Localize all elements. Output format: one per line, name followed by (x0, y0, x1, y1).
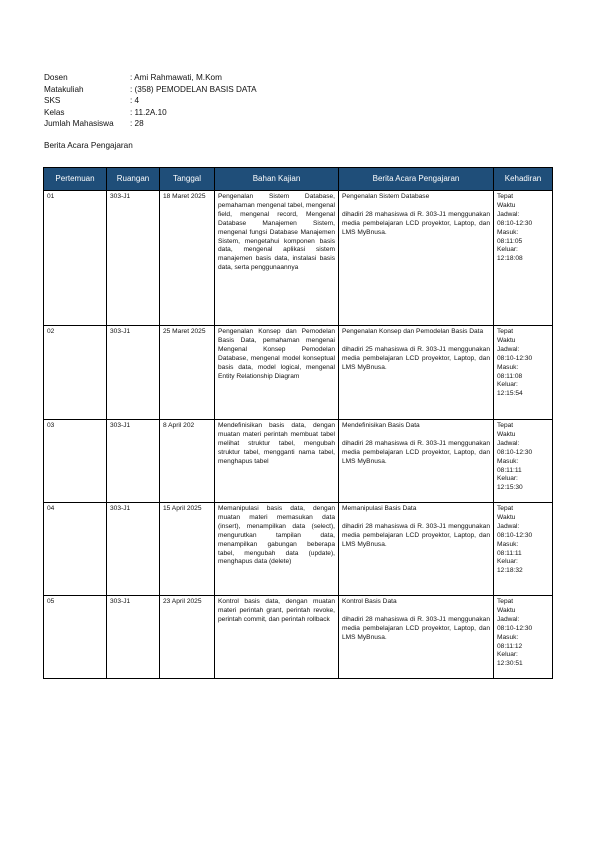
cell-kehadiran (494, 503, 553, 596)
berita-body: dihadiri 28 mahasiswa di R. 303-J1 menggunakan media pembelajaran LCD proyektor, Laptop, dan LMS MyBnusa. (342, 210, 490, 236)
info-value: : Ami Rahmawati, M.Kom (130, 73, 222, 82)
cell-pertemuan: 04 (44, 503, 107, 596)
cell-kehadiran (494, 326, 553, 420)
kehadiran-line: Jadwal: (497, 345, 520, 353)
info-label: Kelas (44, 107, 65, 117)
kehadiran-line: 08:11:08 (497, 372, 523, 380)
cell-kehadiran (494, 596, 553, 679)
cell-pertemuan: 01 (44, 191, 107, 326)
berita-title: Kontrol Basis Data (342, 598, 397, 605)
info-row-dosen (44, 72, 257, 84)
kehadiran-line: Jadwal: (497, 210, 520, 218)
kehadiran-line: 08:10-12:30 (497, 219, 533, 227)
kehadiran-line: 08:11:05 (497, 237, 523, 245)
kehadiran-line: Masuk: (497, 228, 519, 236)
info-label: Dosen (44, 73, 68, 82)
cell-berita-acara (339, 503, 494, 596)
cell-ruangan: 303-J1 (107, 503, 160, 596)
info-label: Matakuliah (44, 84, 84, 94)
cell-ruangan: 303-J1 (107, 596, 160, 679)
kehadiran-line: Keluar: (497, 651, 518, 659)
info-value: : 11.2A.10 (130, 107, 167, 117)
course-info (44, 72, 257, 130)
kehadiran-line: Masuk: (497, 363, 519, 371)
info-label: SKS (44, 96, 61, 106)
table-row (44, 503, 553, 596)
column-header-tanggal: Tanggal (160, 168, 215, 191)
cell-berita-acara (339, 596, 494, 679)
kehadiran-line: 08:10-12:30 (497, 624, 533, 632)
cell-ruangan: 303-J1 (107, 326, 160, 420)
berita-body: dihadiri 25 mahasiswa di R. 303-J1 menggunakan media pembelajaran LCD proyektor, Laptop, dan LMS MyBnusa. (342, 345, 490, 371)
cell-bahan-kajian (215, 503, 339, 596)
berita-title: Mendefinisikan Basis Data (342, 422, 420, 429)
kehadiran-line: Tepat (497, 422, 514, 429)
table-header-row (44, 168, 553, 191)
info-row-matakuliah (44, 84, 257, 96)
bahan-kajian-text: Pengenalan Sistem Database, pemahaman mengenal tabel, mengenal field, mengenal record, Mengenal Database Manajemen Sistem, mengenal fungsi Database Manajemen Sistem, mengetahui komponen basis data, mengenal aplikasi sistem manajemen basis data, instalasi basis data, serta penggunaannya (218, 193, 335, 272)
table-row (44, 420, 553, 503)
cell-berita-acara (339, 191, 494, 326)
cell-tanggal: 18 Maret 2025 (160, 191, 215, 326)
kehadiran-line: Keluar: (497, 475, 518, 483)
cell-berita-acara (339, 326, 494, 420)
kehadiran-line: Jadwal: (497, 439, 520, 447)
bahan-kajian-text: Mendefinisikan basis data, dengan muatan materi perintah membuat tabel melihat struktur tabel, mengubah struktur tabel, mengganti nama tabel, menghapus tabel (218, 422, 335, 465)
cell-bahan-kajian (215, 191, 339, 326)
cell-ruangan: 303-J1 (107, 191, 160, 326)
cell-bahan-kajian (215, 326, 339, 420)
cell-ruangan: 303-J1 (107, 420, 160, 503)
info-value: : 4 (130, 96, 140, 106)
kehadiran-line: Waktu (497, 201, 516, 209)
cell-pertemuan: 05 (44, 596, 107, 679)
berita-body: dihadiri 28 mahasiswa di R. 303-J1 menggunakan media pembelajaran LCD proyektor, Laptop, dan LMS MyBnusa. (342, 439, 490, 465)
kehadiran-line: Tepat (497, 598, 514, 605)
cell-tanggal: 25 Maret 2025 (160, 326, 215, 420)
kehadiran-line: Waktu (497, 513, 516, 521)
cell-pertemuan: 02 (44, 326, 107, 420)
kehadiran-line: 12:15:54 (497, 390, 523, 398)
column-header-berita-acara: Berita Acara Pengajaran (339, 168, 494, 191)
column-header-bahan-kajian: Bahan Kajian (215, 168, 339, 191)
berita-body: dihadiri 28 mahasiswa di R. 303-J1 menggunakan media pembelajaran LCD proyektor, Laptop, dan LMS MyBnusa. (342, 522, 490, 548)
kehadiran-line: 12:18:32 (497, 567, 523, 575)
cell-tanggal: 15 April 2025 (160, 503, 215, 596)
info-label: Jumlah Mahasiswa (44, 119, 114, 129)
kehadiran-line: Waktu (497, 606, 516, 614)
berita-body: dihadiri 28 mahasiswa di R. 303-J1 menggunakan media pembelajaran LCD proyektor, Laptop, dan LMS MyBnusa. (342, 615, 490, 641)
kehadiran-line: Keluar: (497, 558, 518, 566)
kehadiran-line: Masuk: (497, 633, 519, 641)
column-header-kehadiran: Kehadiran (494, 168, 553, 191)
kehadiran-line: 12:15:30 (497, 484, 523, 492)
cell-bahan-kajian (215, 596, 339, 679)
kehadiran-line: Masuk: (497, 457, 519, 465)
kehadiran-line: Jadwal: (497, 615, 520, 623)
info-value: : 28 (130, 119, 144, 129)
info-row-sks (44, 95, 257, 107)
berita-title: Memanipulasi Basis Data (342, 505, 417, 512)
cell-pertemuan: 03 (44, 420, 107, 503)
cell-bahan-kajian (215, 420, 339, 503)
berita-acara-table (43, 167, 553, 679)
cell-berita-acara (339, 420, 494, 503)
kehadiran-line: 12:30:51 (497, 660, 523, 668)
info-row-kelas (44, 107, 257, 119)
bahan-kajian-text: Memanipulasi basis data, dengan muatan materi memasukan data (insert), menampilkan data (select), mengurutkan tampilan data, menampilkan gabungan beberapa tabel, mengubah data (update), menghapus data (delete) (218, 505, 335, 566)
column-header-pertemuan: Pertemuan (44, 168, 107, 191)
table-row (44, 596, 553, 679)
kehadiran-line: Tepat (497, 505, 514, 512)
table-row (44, 191, 553, 326)
kehadiran-line: 08:10-12:30 (497, 354, 533, 362)
kehadiran-line: Masuk: (497, 540, 519, 548)
kehadiran-line: Keluar: (497, 381, 518, 389)
kehadiran-line: 08:10-12:30 (497, 448, 533, 456)
table-row (44, 326, 553, 420)
kehadiran-line: 08:11:11 (497, 466, 522, 474)
kehadiran-line: Waktu (497, 430, 516, 438)
bahan-kajian-text: Kontrol basis data, dengan muatan materi perintah grant, perintah revoke, perintah commit, dan perintah rollback (218, 598, 335, 623)
kehadiran-line: Tepat (497, 193, 514, 200)
column-header-ruangan: Ruangan (107, 168, 160, 191)
kehadiran-line: 08:11:12 (497, 642, 523, 650)
section-title: Berita Acara Pengajaran (44, 141, 133, 150)
cell-tanggal: 8 April 202 (160, 420, 215, 503)
cell-tanggal: 23 April 2025 (160, 596, 215, 679)
berita-title: Pengenalan Konsep dan Pemodelan Basis Data (342, 328, 484, 335)
kehadiran-line: Waktu (497, 336, 516, 344)
kehadiran-line: Keluar: (497, 246, 518, 254)
kehadiran-line: 08:10-12:30 (497, 531, 533, 539)
cell-kehadiran (494, 420, 553, 503)
berita-title: Pengenalan Sistem Database (342, 193, 430, 200)
kehadiran-line: Jadwal: (497, 522, 520, 530)
cell-kehadiran (494, 191, 553, 326)
info-value: : (358) PEMODELAN BASIS DATA (130, 84, 257, 94)
kehadiran-line: 08:11:11 (497, 549, 522, 557)
info-row-jumlah-mahasiswa (44, 118, 257, 130)
kehadiran-line: Tepat (497, 328, 514, 335)
kehadiran-line: 12:18:08 (497, 255, 523, 263)
bahan-kajian-text: Pengenalan Konsep dan Pemodelan Basis Data, pemahaman mengenai Mengenal Konsep Pemodelan Database, mengenal model konseptual basis data, model logical, mengenal Entity Relationship Diagram (218, 328, 335, 380)
